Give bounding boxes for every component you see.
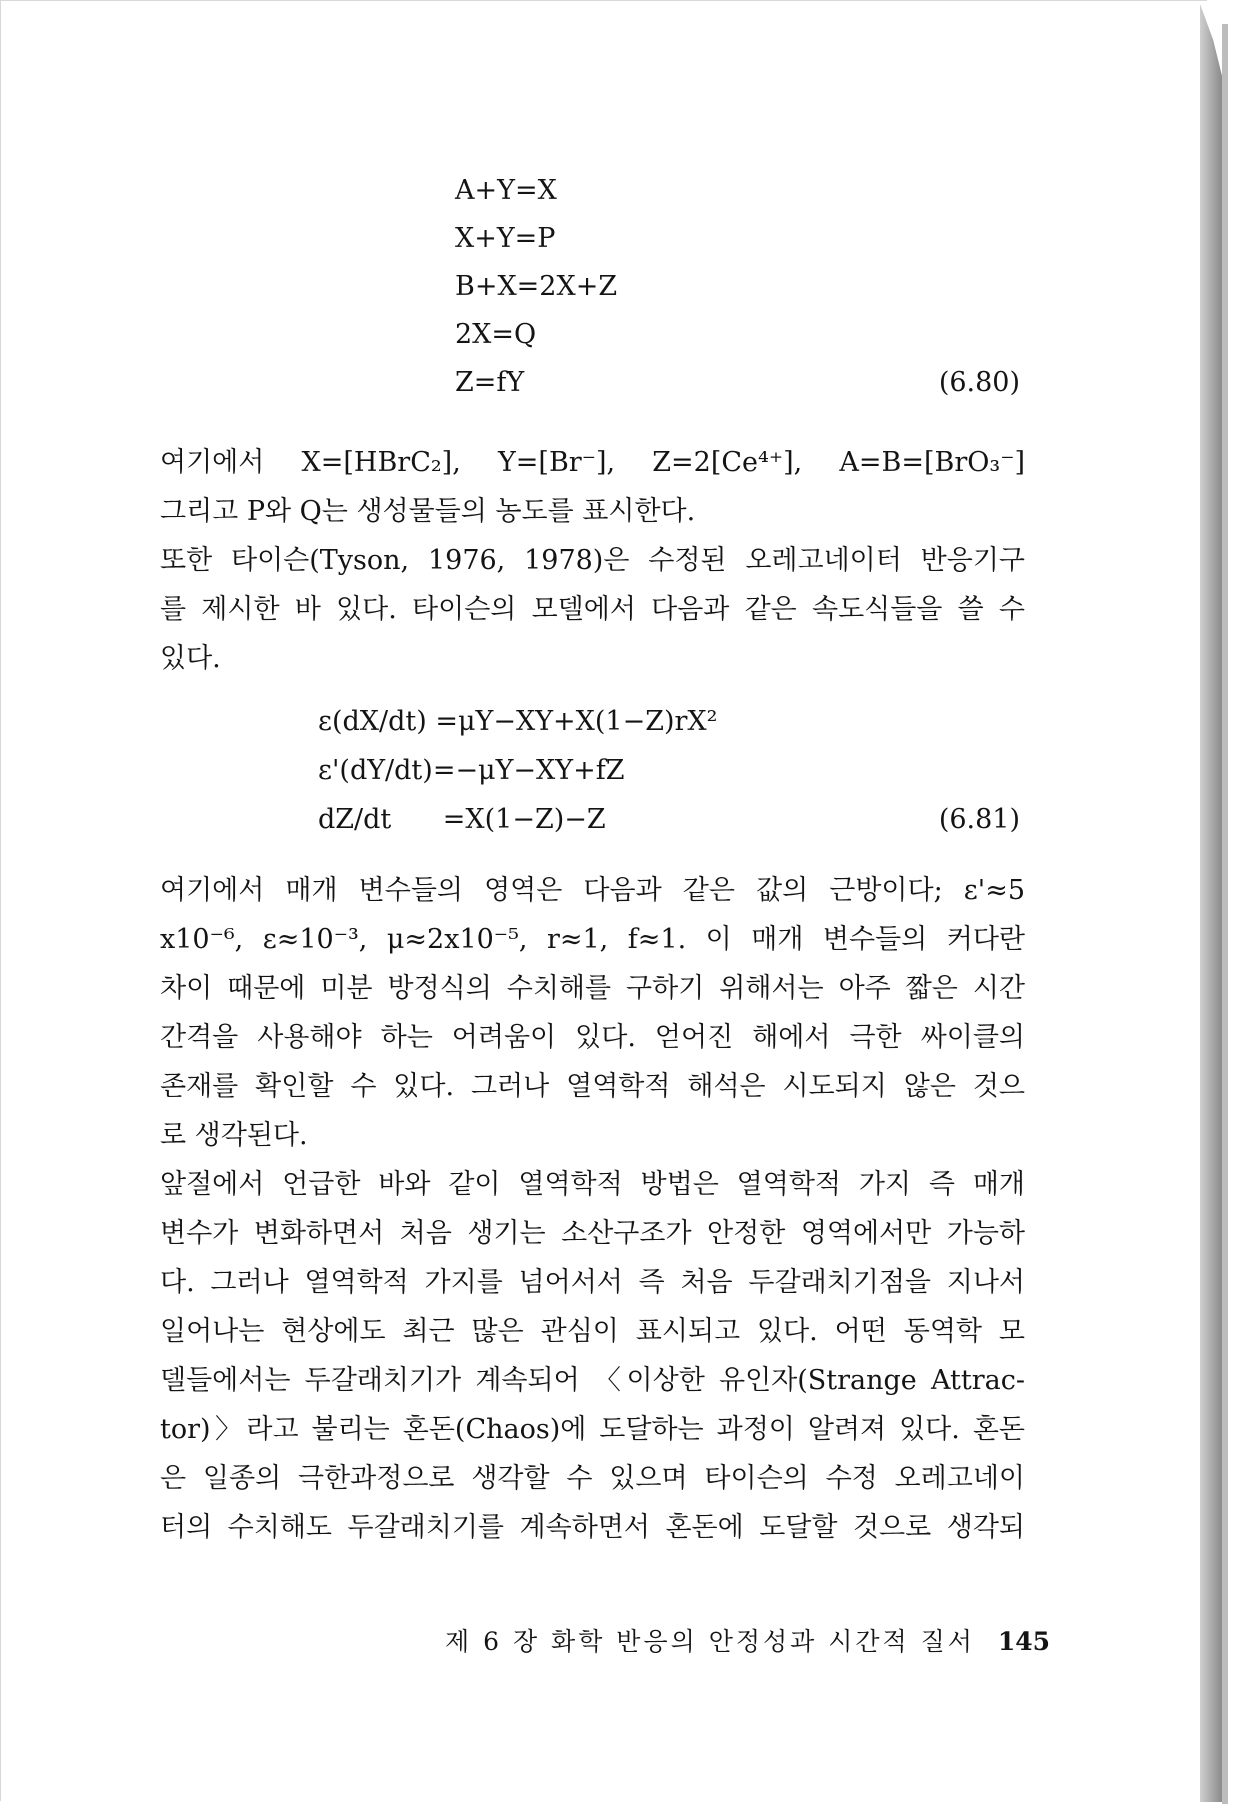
- text-line: 은 일종의 극한과정으로 생각할 수 있으며 타이슨의 수정 오레고네이: [160, 1463, 1025, 1494]
- text-line: 있다.: [160, 643, 221, 674]
- text-line: 델들에서는 두갈래치기가 계속되어 〈이상한 유인자(Strange Attrac-: [160, 1365, 1025, 1396]
- equation-text: Z=fY: [455, 367, 525, 398]
- text-line: 로 생각된다.: [160, 1120, 308, 1151]
- text-line: x10⁻⁶, ε≈10⁻³, μ≈2x10⁻⁵, r≈1, f≈1. 이 매개 변수들의 커다란: [160, 924, 1025, 955]
- equation-line-with-number: [455, 359, 1020, 407]
- text-line: 앞절에서 언급한 바와 같이 열역학적 방법은 열역학적 가지 즉 매개: [160, 1169, 1025, 1200]
- equation-line: ε'(dY/dt)=−μY−XY+fZ: [318, 755, 625, 786]
- page-number: 145: [997, 1627, 1051, 1656]
- text-line: 일어나는 현상에도 최근 많은 관심이 표시되고 있다. 어떤 동역학 모: [160, 1316, 1025, 1347]
- text-line: 존재를 확인할 수 있다. 그러나 열역학적 해석은 시도되지 않은 것으: [160, 1071, 1025, 1102]
- running-footer: [445, 1622, 1050, 1658]
- chapter-title: 제 6 장 화학 반응의 안정성과 시간적 질서: [445, 1627, 975, 1656]
- text-line: 다. 그러나 열역학적 가지를 넘어서서 즉 처음 두갈래치기점을 지나서: [160, 1267, 1025, 1298]
- paragraph-chaos: [160, 1160, 1025, 1552]
- equation-line: ε(dX/dt) =μY−XY+X(1−Z)rX²: [318, 706, 718, 737]
- equation-line-with-number: [318, 795, 1020, 844]
- equation-line: A+Y=X: [455, 175, 557, 206]
- text-line: 간격을 사용해야 하는 어려움이 있다. 얻어진 해에서 극한 싸이클의: [160, 1022, 1025, 1053]
- equation-number: (6.81): [938, 804, 1020, 835]
- text-line: 변수가 변화하면서 처음 생기는 소산구조가 안정한 영역에서만 가능하: [160, 1218, 1025, 1249]
- text-line: 터의 수치해도 두갈래치기를 계속하면서 혼돈에 도달할 것으로 생각되: [160, 1512, 1025, 1543]
- page-shadow: [1222, 24, 1228, 1804]
- equation-line: B+X=2X+Z: [455, 271, 618, 302]
- text-line: 또한 타이슨(Tyson, 1976, 1978)은 수정된 오레고네이터 반응기구: [160, 545, 1025, 576]
- text-line: 그리고 P와 Q는 생성물들의 농도를 표시한다.: [160, 496, 696, 527]
- text-line: 여기에서 매개 변수들의 영역은 다음과 같은 값의 근방이다; ε'≈5: [160, 875, 1025, 906]
- text-line: 차이 때문에 미분 방정식의 수치해를 구하기 위해서는 아주 짧은 시간: [160, 973, 1025, 1004]
- equation-block-6-81: [318, 697, 1020, 844]
- paragraph-tyson-model: [160, 536, 1025, 683]
- paragraph-parameters: [160, 866, 1025, 1160]
- paragraph-definitions: [160, 438, 1025, 536]
- equation-line: X+Y=P: [455, 223, 556, 254]
- text-line: tor)〉라고 불리는 혼돈(Chaos)에 도달하는 과정이 알려져 있다. 혼돈: [160, 1414, 1025, 1445]
- page-edge-shading: [1200, 4, 1222, 1802]
- equation-text: dZ/dt =X(1−Z)−Z: [318, 804, 606, 835]
- text-line: 여기에서 X=[HBrC₂], Y=[Br⁻], Z=2[Ce⁴⁺], A=B=[BrO₃⁻]: [160, 447, 1025, 478]
- equation-line: 2X=Q: [455, 319, 537, 350]
- text-line: 를 제시한 바 있다. 타이슨의 모델에서 다음과 같은 속도식들을 쓸 수: [160, 594, 1025, 625]
- equation-block-6-80: [455, 167, 1020, 407]
- equation-number: (6.80): [938, 367, 1020, 398]
